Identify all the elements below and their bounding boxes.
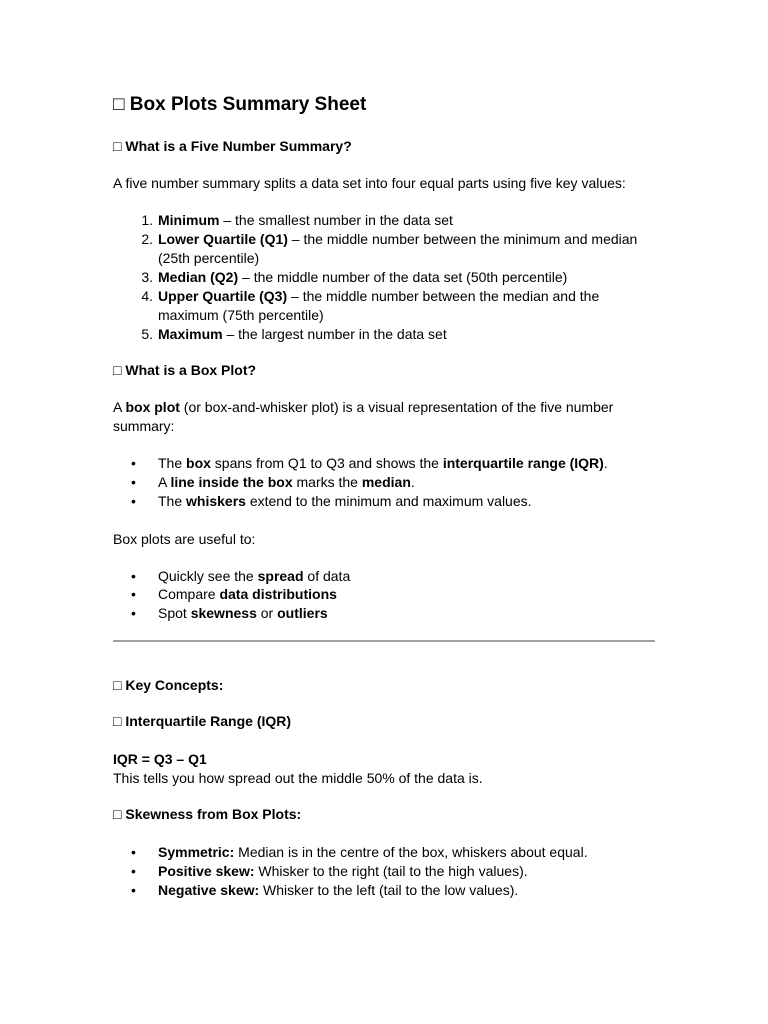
list-item: A line inside the box marks the median. [158,474,415,490]
heading-icon: □ [113,362,122,378]
list-item: The whiskers extend to the minimum and maximum values. [158,493,532,509]
list-item: Symmetric: Median is in the centre of the box, whiskers about equal. [158,844,588,860]
box-plot-intro: A box plot (or box-and-whisker plot) is a visual representation of the five number summary: [113,399,614,434]
bullet-icon: • [131,863,136,879]
useful-intro: Box plots are useful to: [113,531,256,547]
bullet-icon: • [131,605,136,621]
bullet-icon: • [131,493,136,509]
skewness-heading: □ Skewness from Box Plots: [113,806,302,822]
list-number: 3. [141,269,153,285]
list-item: Negative skew: Whisker to the left (tail to the low values). [158,882,519,898]
list-item: Lower Quartile (Q1) – the middle number between the minimum and median (25th percentile) [158,231,638,266]
page-title [113,94,366,116]
list-item: Median (Q2) – the middle number of the data set (50th percentile) [158,269,568,285]
iqr-text: This tells you how spread out the middle 50% of the data is. [113,770,483,786]
horizontal-divider [113,640,655,642]
list-number: 4. [141,288,153,304]
bullet-icon: • [131,844,136,860]
bullet-icon: • [131,882,136,898]
bullet-icon: • [131,455,136,471]
list-item: Compare data distributions [158,586,337,602]
five-number-intro: A five number summary splits a data set into four equal parts using five key values: [113,175,626,191]
iqr-heading: □ Interquartile Range (IQR) [113,713,292,729]
title-text: Box Plots Summary Sheet [129,94,367,115]
list-number: 1. [141,212,153,228]
heading-icon: □ [113,713,122,729]
key-concepts-heading: □ Key Concepts: [113,677,224,693]
list-item: Positive skew: Whisker to the right (tail to the high values). [158,863,528,879]
heading-icon: □ [113,138,122,154]
iqr-formula: IQR = Q3 – Q1 [113,751,207,767]
list-item: Spot skewness or outliers [158,605,328,621]
title-icon: □ [113,94,125,115]
heading-icon: □ [113,677,122,693]
bullet-icon: • [131,586,136,602]
list-item: Upper Quartile (Q3) – the middle number between the median and the maximum (75th percentile) [158,288,600,323]
list-item: The box spans from Q1 to Q3 and shows the interquartile range (IQR). [158,455,608,471]
list-item: Maximum – the largest number in the data set [158,326,447,342]
box-plot-heading: □ What is a Box Plot? [113,362,257,378]
list-number: 2. [141,231,153,247]
bullet-icon: • [131,568,136,584]
bullet-icon: • [131,474,136,490]
list-item: Quickly see the spread of data [158,568,351,584]
list-number: 5. [141,326,153,342]
heading-icon: □ [113,806,122,822]
five-number-heading: □ What is a Five Number Summary? [113,138,352,154]
list-item: Minimum – the smallest number in the data set [158,212,453,228]
